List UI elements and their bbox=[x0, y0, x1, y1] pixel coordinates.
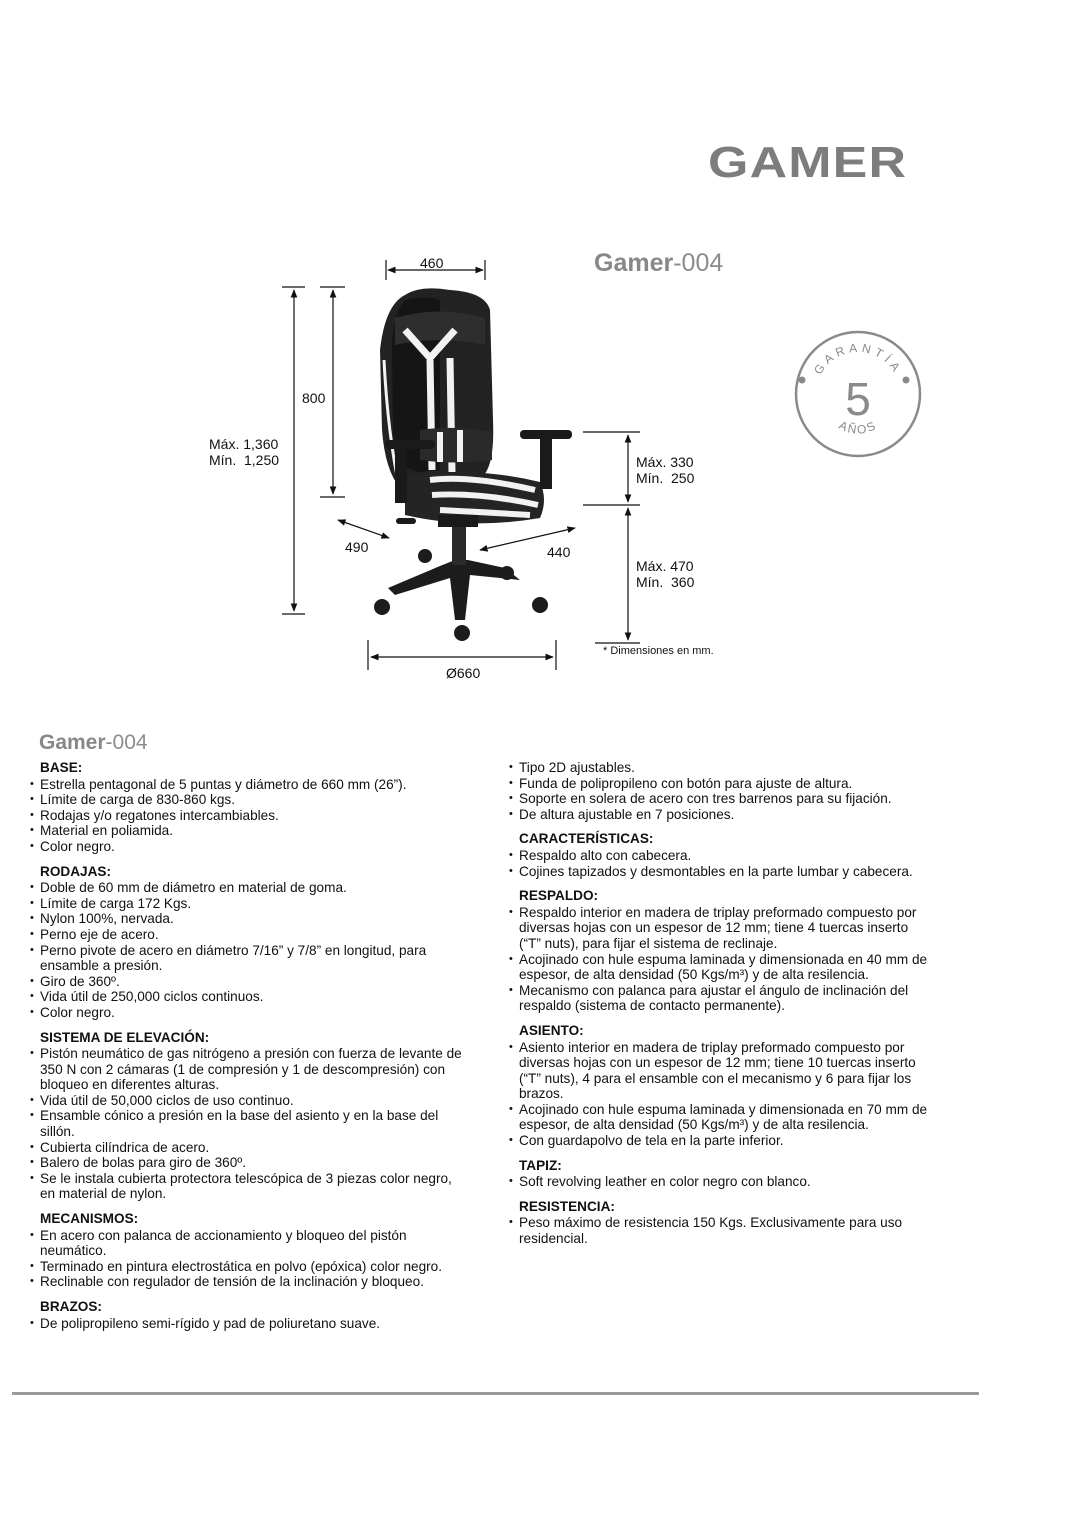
brand-logo: GAMER bbox=[708, 138, 908, 187]
dim-label-base-diameter: Ø660 bbox=[446, 665, 481, 681]
warranty-number: 5 bbox=[845, 373, 871, 426]
spec-list bbox=[30, 1046, 470, 1202]
spec-item: • Vida útil de 250,000 ciclos continuos. bbox=[30, 989, 470, 1005]
spec-list bbox=[509, 848, 929, 879]
spec-section-title: BASE: bbox=[40, 760, 83, 775]
spec-item: • Respaldo alto con cabecera. bbox=[509, 848, 929, 864]
spec-list bbox=[30, 777, 470, 855]
spec-section bbox=[509, 1023, 929, 1149]
spec-section bbox=[509, 760, 929, 822]
specs-column-right bbox=[509, 760, 929, 1256]
dimensions-note: * Dimensiones en mm. bbox=[603, 645, 714, 657]
section-title bbox=[39, 731, 148, 755]
spec-item: • Perno eje de acero. bbox=[30, 927, 470, 943]
spec-list bbox=[509, 760, 929, 822]
spec-item: • Soporte en solera de acero con tres barrenos para su fijación. bbox=[509, 791, 929, 807]
spec-item: • Límite de carga 172 Kgs. bbox=[30, 896, 470, 912]
dim-line-depth bbox=[338, 520, 389, 538]
spec-item: • Respaldo interior en madera de triplay preformado compuesto por diversas hojas con un espesor de 12 mm; tiene 4 tuercas inserto (“T” nuts), para fijar el sistema de reclinaje. bbox=[509, 905, 929, 952]
spec-item: • Cojines tapizados y desmontables en la parte lumbar y cabecera. bbox=[509, 864, 929, 880]
dim-label-total-height: Máx. 1,360 Mín. 1,250 bbox=[209, 436, 280, 468]
spec-section-title: ASIENTO: bbox=[519, 1022, 584, 1038]
spec-section-title: RESPALDO: bbox=[519, 888, 599, 904]
spec-section bbox=[30, 1030, 470, 1203]
spec-section bbox=[30, 1211, 470, 1290]
spec-item: • Acojinado con hule espuma laminada y dimensionada en 40 mm de espesor, de alta densidad (50 Kgs/m³) y de alta resilencia. bbox=[509, 952, 929, 983]
spec-section bbox=[509, 888, 929, 1014]
spec-item: • De polipropileno semi-rígido y pad de poliuretano suave. bbox=[30, 1316, 470, 1332]
spec-item: • Soft revolving leather en color negro con blanco. bbox=[509, 1174, 929, 1190]
spec-item: • Funda de polipropileno con botón para ajuste de altura. bbox=[509, 776, 929, 792]
spec-item: • Giro de 360º. bbox=[30, 974, 470, 990]
spec-list bbox=[509, 1174, 929, 1190]
spec-section bbox=[509, 1158, 929, 1190]
spec-section bbox=[509, 1199, 929, 1247]
warranty-seal-icon bbox=[792, 328, 924, 460]
spec-section-title: MECANISMOS: bbox=[40, 1211, 139, 1227]
spec-item: • Cubierta cilíndrica de acero. bbox=[30, 1140, 470, 1156]
dim-label-back-height: 800 bbox=[302, 390, 326, 406]
spec-item: • Con guardapolvo de tela en la parte inferior. bbox=[509, 1133, 929, 1149]
spec-section-title: RODAJAS: bbox=[40, 863, 111, 879]
spec-item: • Asiento interior en madera de triplay preformado compuesto por diversas hojas con un espesor de 12 mm; tiene 10 tuercas inserto (“T” nuts), 4 para el ensamble con el mecanismo y 6 para fijar los brazos. bbox=[509, 1040, 929, 1102]
spec-section-title: CARACTERÍSTICAS: bbox=[519, 831, 654, 847]
spec-item: • Vida útil de 50,000 ciclos de uso continuo. bbox=[30, 1093, 470, 1109]
model-prefix: Gamer bbox=[594, 249, 674, 277]
spec-section-title: RESISTENCIA: bbox=[519, 1198, 615, 1214]
bottom-divider bbox=[12, 1392, 979, 1395]
spec-section-title: BRAZOS: bbox=[40, 1299, 102, 1314]
spec-section bbox=[509, 831, 929, 879]
model-suffix: -004 bbox=[673, 249, 724, 277]
chair-illustration bbox=[374, 288, 572, 641]
spec-list bbox=[509, 1040, 929, 1149]
dim-label-width: 460 bbox=[420, 255, 444, 271]
spec-list bbox=[30, 1228, 470, 1290]
spec-item: • Doble de 60 mm de diámetro en material de goma. bbox=[30, 880, 470, 896]
dim-label-depth: 490 bbox=[345, 539, 369, 555]
dim-label-seat-width: 440 bbox=[547, 544, 571, 560]
spec-item: • Material en poliamida. bbox=[30, 823, 470, 839]
spec-item: • Peso máximo de resistencia 150 Kgs. Exclusivamente para uso residencial. bbox=[509, 1215, 929, 1246]
spec-list bbox=[30, 1316, 470, 1332]
model-prefix: Gamer bbox=[39, 731, 106, 754]
spec-item: • Límite de carga de 830-860 kgs. bbox=[30, 792, 470, 808]
spec-item: • En acero con palanca de accionamiento y bloqueo del pistón neumático. bbox=[30, 1228, 470, 1259]
svg-text:GARANTÍA bbox=[811, 341, 905, 377]
specs-column-left bbox=[30, 760, 470, 1340]
spec-item: • Color negro. bbox=[30, 839, 470, 855]
dim-label-armrest-height: Máx. 330 Mín. 250 bbox=[636, 454, 695, 486]
spec-item: • Rodajas y/o regatones intercambiables. bbox=[30, 808, 470, 824]
spec-list bbox=[509, 905, 929, 1014]
spec-section-title: SISTEMA DE ELEVACIÓN: bbox=[40, 1029, 210, 1045]
model-suffix: -004 bbox=[105, 731, 148, 754]
spec-item: • Nylon 100%, nervada. bbox=[30, 911, 470, 927]
spec-item: • Estrella pentagonal de 5 puntas y diámetro de 660 mm (26”). bbox=[30, 777, 470, 793]
spec-item: • Perno pivote de acero en diámetro 7/16” y 7/8” en longitud, para ensamble a presión. bbox=[30, 943, 470, 974]
spec-item: • Balero de bolas para giro de 360º. bbox=[30, 1155, 470, 1171]
spec-item: • Tipo 2D ajustables. bbox=[509, 760, 929, 776]
warranty-arc-top: GARANTÍA bbox=[810, 340, 906, 377]
spec-section-title: TAPIZ: bbox=[519, 1157, 562, 1173]
spec-list bbox=[509, 1215, 929, 1246]
spec-item: • Reclinable con regulador de tensión de la inclinación y bloqueo. bbox=[30, 1274, 470, 1290]
spec-item: • Pistón neumático de gas nitrógeno a presión con fuerza de levante de 350 N con 2 cámaras (1 de compresión y 1 de descompresión) con bloqueo en diferentes alturas. bbox=[30, 1046, 470, 1093]
spec-item: • De altura ajustable en 7 posiciones. bbox=[509, 807, 929, 823]
spec-item: • Acojinado con hule espuma laminada y dimensionada en 70 mm de espesor, de alta densidad (50 Kgs/m³) y de alta resilencia. bbox=[509, 1102, 929, 1133]
spec-item: • Color negro. bbox=[30, 1005, 470, 1021]
spec-section bbox=[30, 1299, 470, 1331]
spec-item: • Mecanismo con palanca para ajustar el ángulo de inclinación del respaldo (sistema de contacto permanente). bbox=[509, 983, 929, 1014]
warranty-arc-bottom: AÑOS bbox=[836, 417, 880, 437]
spec-section bbox=[30, 760, 470, 855]
spec-list bbox=[30, 880, 470, 1020]
spec-section bbox=[30, 864, 470, 1021]
spec-item: • Terminado en pintura electrostática en polvo (epóxica) color negro. bbox=[30, 1259, 470, 1275]
dim-label-seat-height: Máx. 470 Mín. 360 bbox=[636, 558, 695, 590]
spec-item: • Ensamble cónico a presión en la base del asiento y en la base del sillón. bbox=[30, 1108, 470, 1139]
spec-item: • Se le instala cubierta protectora telescópica de 3 piezas color negro, en material de nylon. bbox=[30, 1171, 470, 1202]
